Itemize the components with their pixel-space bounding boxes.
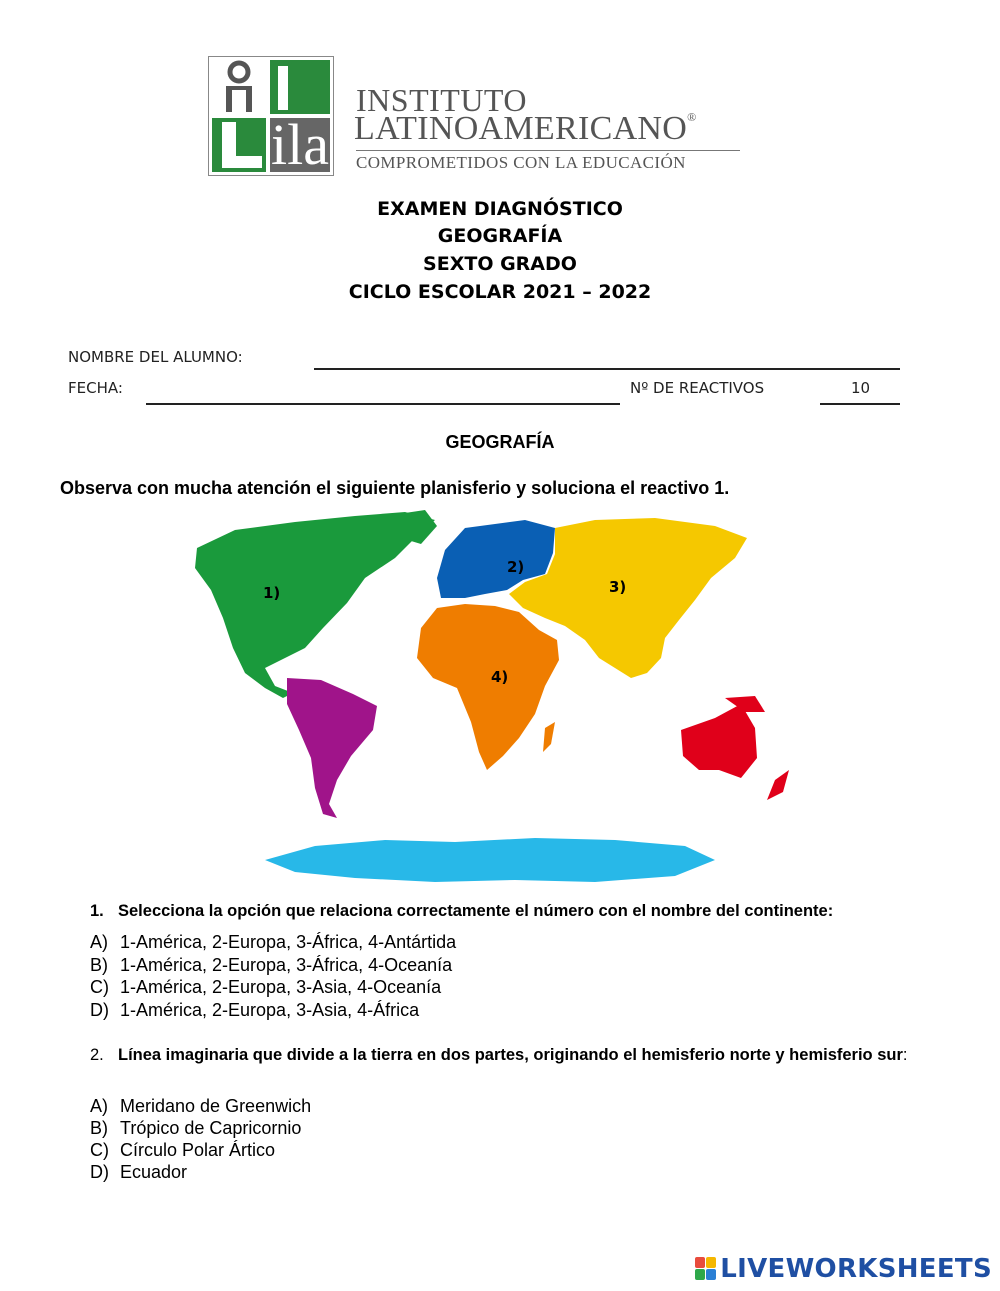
q2-option-b[interactable] — [90, 1118, 301, 1139]
option-letter: D) — [90, 1162, 109, 1182]
map-label-1: 1) — [263, 584, 281, 602]
section-heading: GEOGRAFÍA — [445, 432, 555, 452]
exam-title: EXAMEN DIAGNÓSTICO — [377, 198, 623, 220]
option-letter: A) — [90, 1096, 108, 1116]
africa-shape — [417, 604, 559, 770]
antarctica-shape — [265, 838, 715, 882]
option-letter: D) — [90, 1000, 109, 1020]
date-field[interactable] — [146, 403, 620, 405]
map-label-2: 2) — [507, 558, 525, 576]
question-2-text: Línea imaginaria que divide a la tierra en dos partes, originando el hemisferio norte y hemisferio sur — [118, 1046, 903, 1064]
liveworksheets-text: LIVEWORKSHEETS — [720, 1254, 992, 1284]
institution-logo — [208, 56, 334, 176]
student-name-field[interactable] — [314, 368, 900, 370]
question-1-number: 1. — [90, 902, 104, 920]
q1-option-b[interactable] — [90, 955, 452, 976]
liveworksheets-brand[interactable] — [695, 1254, 992, 1284]
question-1 — [90, 902, 833, 921]
q2-option-d[interactable] — [90, 1162, 187, 1183]
logo-text: ila — [271, 112, 329, 176]
map-label-4: 4) — [491, 668, 509, 686]
institution-name-text: LATINOAMERICANO — [354, 110, 688, 147]
q2-option-a[interactable] — [90, 1096, 311, 1117]
institution-name-line1: INSTITUTO — [356, 82, 527, 118]
date-label: FECHA: — [68, 379, 123, 397]
south-america-shape — [287, 678, 377, 818]
q1-option-a[interactable] — [90, 932, 456, 953]
institution-motto: COMPROMETIDOS CON LA EDUCACIÓN — [356, 153, 686, 172]
map-instruction: Observa con mucha atención el siguiente planisferio y soluciona el reactivo 1. — [60, 478, 730, 498]
option-letter: C) — [90, 1140, 109, 1160]
question-2-suffix: : — [902, 1046, 908, 1064]
registered-mark: ® — [687, 110, 697, 124]
option-text: Ecuador — [120, 1162, 188, 1182]
option-letter: B) — [90, 1118, 108, 1138]
option-text: 1-América, 2-Europa, 3-Asia, 4-África — [120, 1000, 420, 1020]
q1-option-c[interactable] — [90, 977, 441, 998]
liveworksheets-logo-icon — [695, 1257, 717, 1281]
question-2-number: 2. — [90, 1046, 104, 1064]
new-zealand-shape — [767, 770, 789, 800]
logo-divider — [356, 150, 740, 151]
option-letter: C) — [90, 977, 109, 997]
q2-option-c[interactable] — [90, 1140, 275, 1161]
map-label-3: 3) — [609, 578, 627, 596]
option-text: 1-América, 2-Europa, 3-África, 4-Oceanía — [120, 955, 453, 975]
world-map — [115, 508, 855, 888]
option-letter: A) — [90, 932, 108, 952]
institution-name-line2 — [354, 110, 697, 148]
option-text: Trópico de Capricornio — [120, 1118, 302, 1138]
madagascar-shape — [543, 722, 555, 752]
option-text: Círculo Polar Ártico — [120, 1140, 276, 1160]
items-count-value: 10 — [851, 379, 871, 397]
option-text: 1-América, 2-Europa, 3-Asia, 4-Oceanía — [120, 977, 442, 997]
option-text: Meridano de Greenwich — [120, 1096, 312, 1116]
exam-school-year: CICLO ESCOLAR 2021 – 2022 — [348, 281, 652, 303]
question-1-text: Selecciona la opción que relaciona correctamente el número con el nombre del continente: — [118, 902, 834, 920]
question-2 — [90, 1045, 950, 1065]
exam-grade: SEXTO GRADO — [423, 253, 577, 275]
option-letter: B) — [90, 955, 108, 975]
items-count-label: Nº DE REACTIVOS — [630, 379, 765, 397]
option-text: 1-América, 2-Europa, 3-África, 4-Antártida — [120, 932, 457, 952]
exam-subject: GEOGRAFÍA — [437, 225, 563, 247]
australia-shape — [681, 704, 757, 778]
items-count-underline — [820, 403, 900, 405]
north-america-shape — [195, 512, 435, 698]
q1-option-d[interactable] — [90, 1000, 419, 1021]
student-name-label: NOMBRE DEL ALUMNO: — [68, 348, 243, 366]
